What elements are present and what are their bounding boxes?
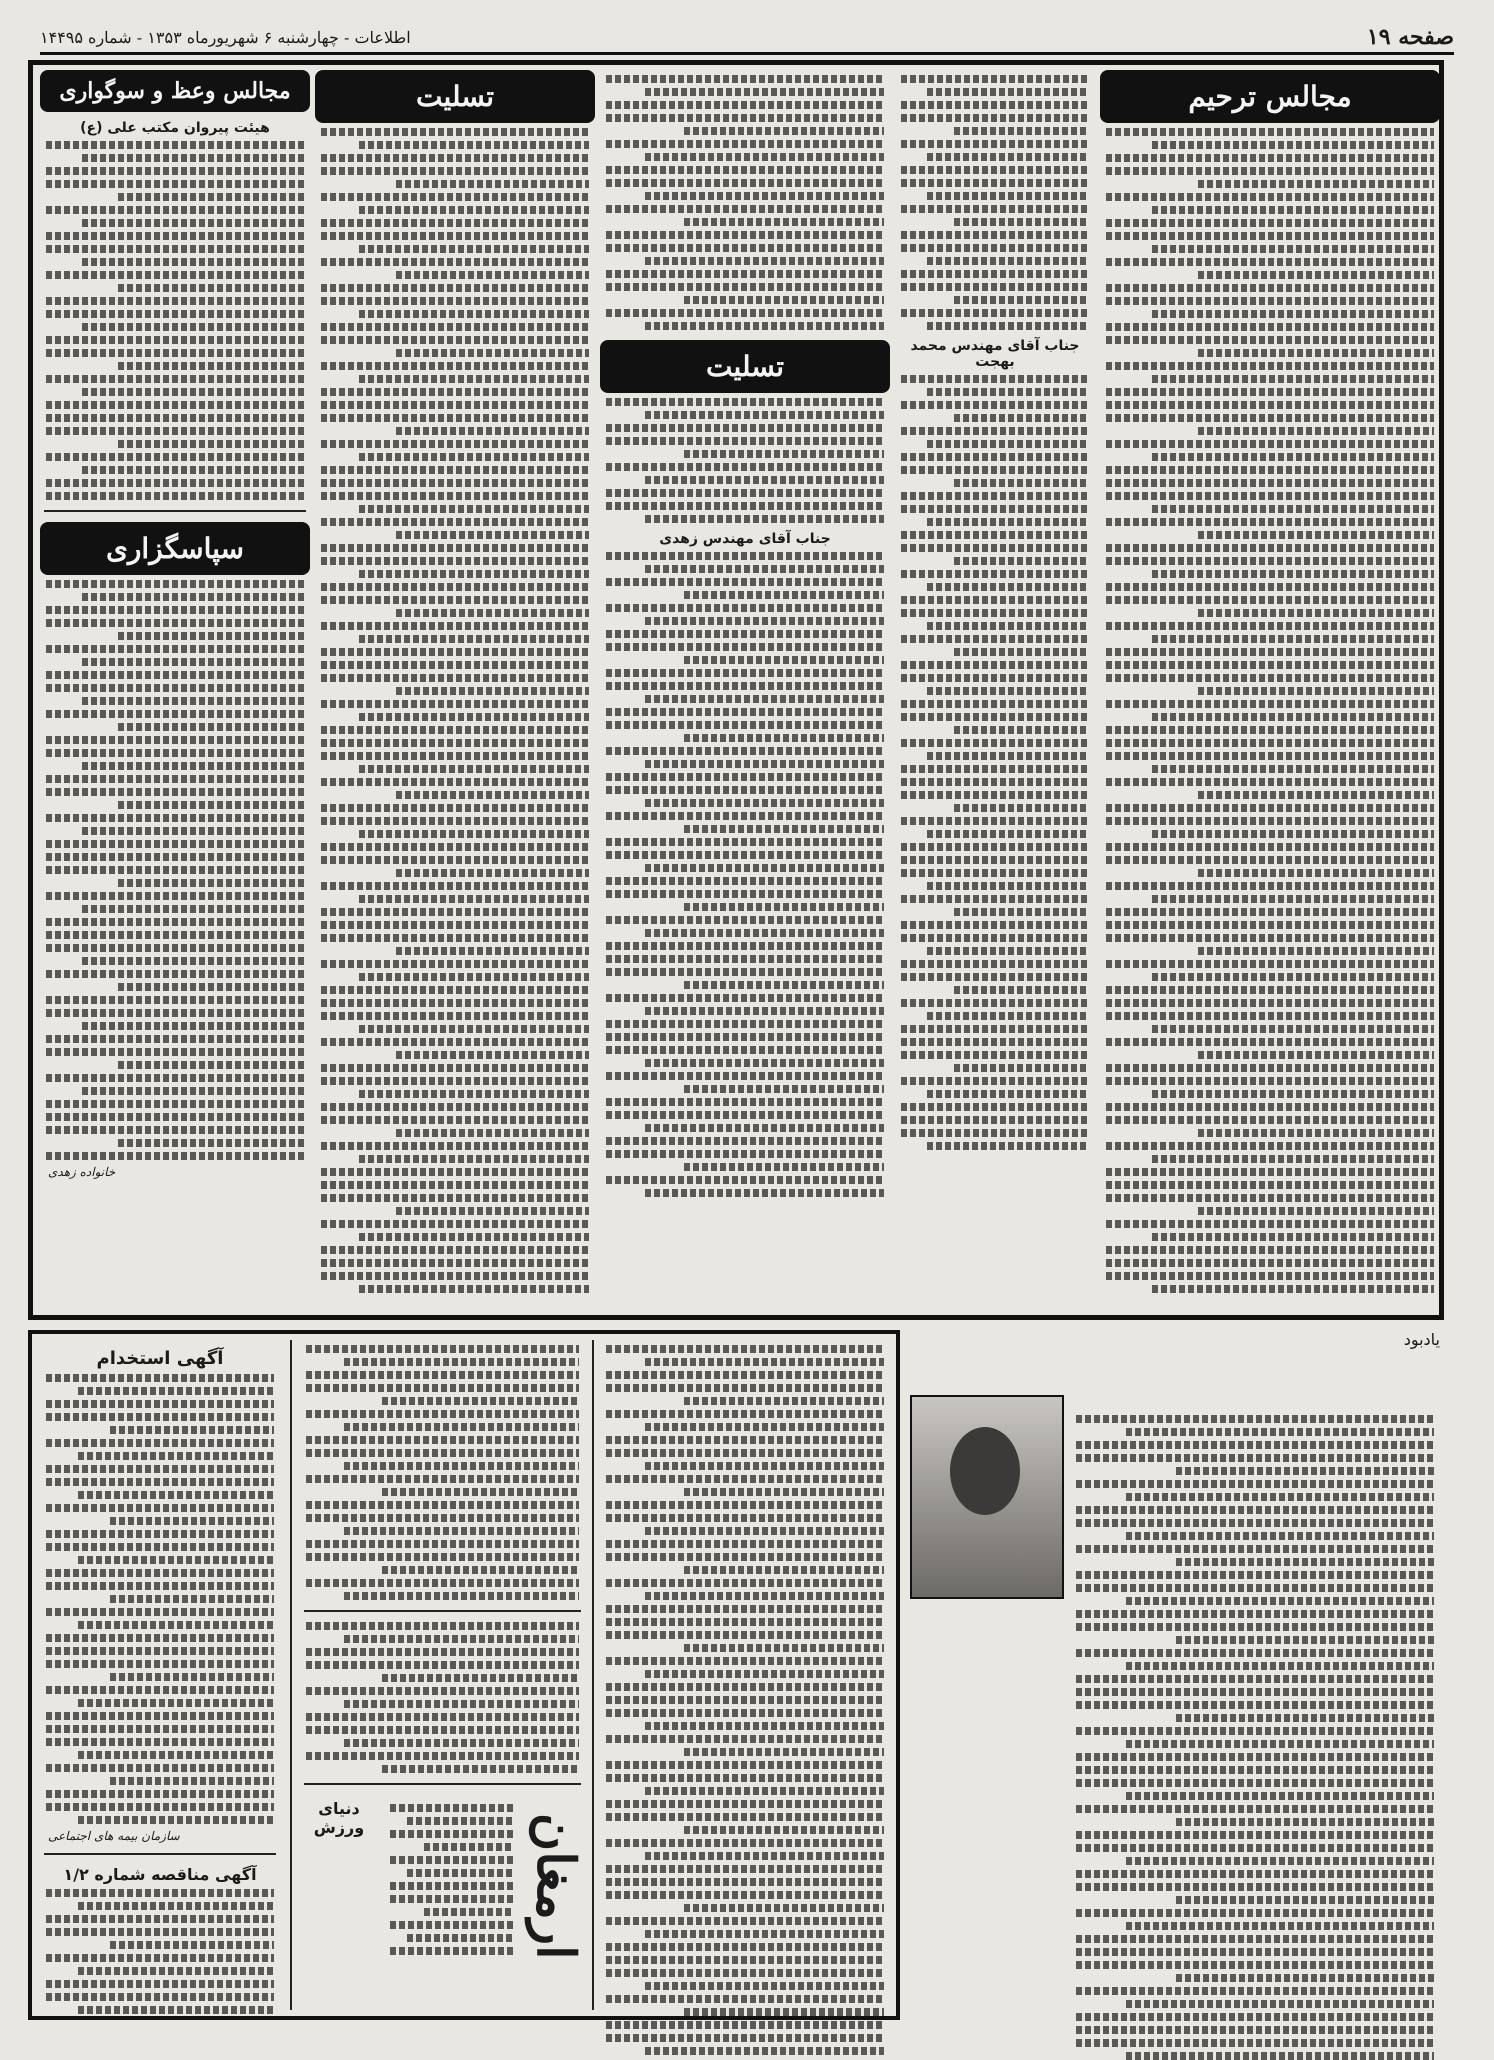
text-block <box>306 1345 579 1600</box>
heading-1: جناب آقای مهندس محمد بهجت <box>910 338 1080 370</box>
text-block <box>321 128 589 1293</box>
page-number: صفحه ۱۹ <box>1366 24 1454 50</box>
heading-2: جناب آقای مهندس زهدی <box>659 531 831 547</box>
portrait-photo <box>910 1395 1064 1599</box>
column-tasliat <box>315 70 595 1308</box>
divider <box>44 1853 276 1855</box>
text-block <box>46 1889 274 2014</box>
text-block <box>606 75 884 330</box>
text-block <box>46 1374 274 1824</box>
heading-3: هیئت پیروان مکتب علی (ع) <box>80 120 270 136</box>
column-majales-tarhim <box>1100 70 1440 1308</box>
column-2 <box>895 70 1095 1308</box>
signature-name: خانواده زهدی <box>48 1165 116 1179</box>
ad-estekhdam <box>40 1340 280 2000</box>
text-block <box>46 141 304 500</box>
section-title-majales-vaaz: مجالس وعظ و سوگواری <box>40 70 310 112</box>
text-block <box>606 552 884 1197</box>
armaghan-title: ارمغان <box>525 1813 586 1960</box>
vertical-rule <box>290 1340 292 2010</box>
text-block <box>606 1345 884 2055</box>
column-tasliat-center <box>600 70 890 1308</box>
section-title-majales-tarhim: مجالس ترحیم <box>1100 70 1440 123</box>
section-title-tasliat: تسلیت <box>315 70 595 123</box>
divider <box>44 510 306 512</box>
vertical-rule <box>592 1340 594 2010</box>
text-block <box>1076 1415 1434 2060</box>
text-block <box>306 1622 579 1773</box>
lower-column-3 <box>600 1340 890 2000</box>
issue-meta: اطلاعات - چهارشنبه ۶ شهریورماه ۱۳۵۳ - شماره ۱۴۴۹۵ <box>40 27 411 47</box>
divider <box>304 1610 581 1612</box>
text-block <box>46 580 304 1160</box>
text-block <box>1106 128 1434 1293</box>
section-title-tasliat-center: تسلیت <box>600 340 890 393</box>
divider <box>304 1783 581 1785</box>
page-header <box>40 22 1454 55</box>
lower-right-column <box>1070 1410 1440 2010</box>
employer-name: سازمان بیمه های اجتماعی <box>48 1829 180 1843</box>
text-block <box>901 75 1089 330</box>
text-block <box>606 398 884 523</box>
heading-estekhdam: آگهی استخدام <box>96 1348 224 1369</box>
armaghan-text <box>384 1799 519 1960</box>
section-title-yadbud: یادبود <box>1403 1330 1440 1349</box>
sport-heading: دنیای ورزش <box>313 1799 365 1837</box>
ad-taghirat <box>300 1340 585 2000</box>
column-majales-vaaz <box>40 70 310 1308</box>
armaghan-ad <box>300 1795 585 1964</box>
heading-monaqese: آگهی مناقصه شماره ۱/۲ <box>63 1865 257 1884</box>
text-block <box>901 375 1089 1150</box>
section-title-sepaskozari: سپاسگزاری <box>40 522 310 575</box>
